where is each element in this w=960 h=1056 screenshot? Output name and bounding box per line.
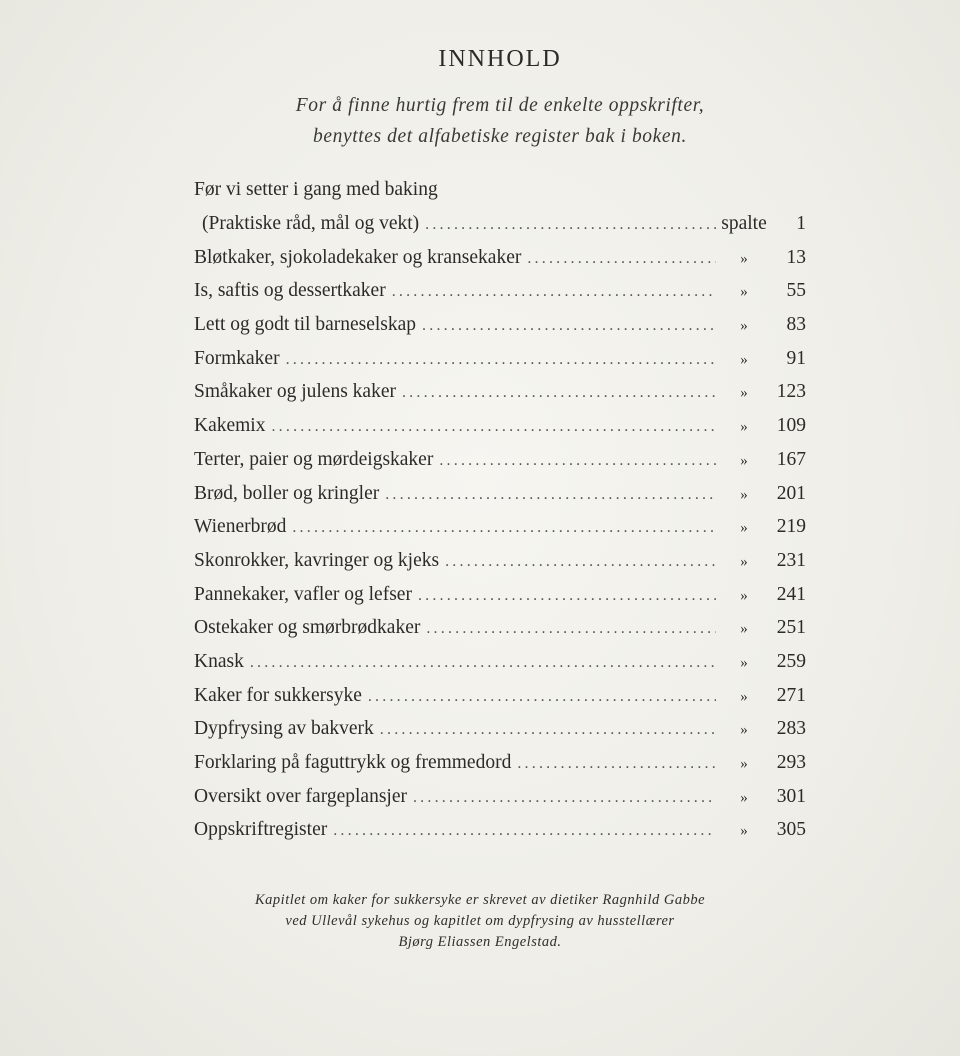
toc-entry [194, 544, 806, 578]
footnote-line: Bjørg Eliassen Engelstad. [398, 934, 562, 950]
table-of-contents [194, 173, 806, 847]
dot-leader [527, 242, 716, 276]
toc-entry-ref: » [740, 452, 748, 469]
toc-entry [194, 510, 806, 544]
dot-leader [425, 208, 716, 242]
toc-entry-label: (Praktiske råd, mål og vekt) [202, 213, 420, 234]
intro-text [0, 90, 960, 152]
toc-entry-page-number: 293 [776, 752, 806, 773]
toc-entry-ref: » [740, 722, 748, 739]
toc-heading: Før vi setter i gang med baking [194, 179, 438, 200]
toc-entry [194, 375, 806, 409]
toc-entry-ref: » [740, 553, 748, 570]
toc-entry-ref: » [740, 756, 748, 772]
toc-entry-page-number: 55 [786, 280, 806, 302]
toc-entry-page-number: 201 [776, 482, 806, 504]
toc-entry-label: Forklaring på faguttrykk og fremmedord [194, 752, 512, 773]
toc-entry-ref: » [740, 385, 748, 402]
toc-entry [194, 342, 806, 376]
toc-entry [194, 578, 806, 612]
toc-entry [194, 679, 806, 713]
page-title: INNHOLD [438, 46, 562, 72]
toc-entry-page-number: 1 [796, 213, 806, 234]
dot-leader [333, 814, 716, 848]
toc-entry-page-number: 301 [776, 785, 806, 807]
toc-entry [194, 645, 806, 679]
toc-entry-ref: » [740, 250, 748, 267]
dot-leader [517, 747, 716, 781]
toc-entry-label: Småkaker og julens kaker [194, 381, 396, 403]
toc-entry-label: Skonrokker, kavringer og kjeks [194, 549, 440, 571]
toc-entry-page-number: 167 [776, 448, 806, 470]
toc-entry [194, 611, 806, 645]
dot-leader [422, 309, 716, 343]
toc-entry-ref: » [740, 688, 748, 705]
footnote-line: ved Ullevål sykehus og kapitlet om dypfrysing av husstellærer [285, 913, 675, 929]
toc-entry-page-number: 271 [776, 684, 806, 706]
dot-leader [385, 478, 716, 512]
dot-leader [413, 781, 716, 815]
dot-leader [292, 511, 716, 545]
toc-entry-ref: spalte [721, 213, 767, 234]
dot-leader [439, 444, 716, 478]
dot-leader [368, 680, 716, 714]
toc-entry-label: Oppskriftregister [194, 819, 328, 841]
toc-entry-ref: » [740, 654, 748, 671]
dot-leader [286, 343, 716, 377]
dot-leader [445, 545, 716, 579]
toc-entry [194, 274, 806, 308]
toc-entry-ref: » [740, 419, 748, 436]
dot-leader [418, 579, 716, 613]
toc-entry-page-number: 251 [776, 617, 806, 639]
toc-entry-label: Pannekaker, vafler og lefser [194, 583, 412, 605]
toc-entry-page-number: 259 [776, 650, 806, 672]
toc-entry-ref: » [740, 621, 748, 638]
toc-entry-ref: » [740, 789, 748, 806]
dot-leader [426, 612, 716, 646]
dot-leader [271, 410, 716, 444]
dot-leader [392, 275, 716, 309]
toc-entry-label: Brød, boller og kringler [194, 482, 380, 504]
toc-entry [194, 409, 806, 443]
toc-entry [194, 813, 806, 847]
intro-line: For å finne hurtig frem til de enkelte oppskrifter, [295, 95, 705, 116]
toc-entry-label: Ostekaker og smørbrødkaker [194, 617, 421, 639]
toc-entry-label: Kaker for sukkersyke [194, 684, 362, 706]
dot-leader [380, 713, 716, 747]
toc-entry-page-number: 91 [786, 347, 806, 369]
toc-entry-label: Bløtkaker, sjokoladekaker og kransekaker [194, 246, 522, 268]
toc-entry-ref: » [740, 587, 748, 604]
toc-entry-ref: » [740, 284, 748, 301]
toc-entry-label: Knask [194, 650, 244, 672]
toc-entry [194, 780, 806, 814]
toc-entry [194, 477, 806, 511]
toc-entry-label: Dypfrysing av bakverk [194, 718, 374, 740]
toc-entry-label: Formkaker [194, 347, 280, 369]
toc-entry-ref: » [740, 823, 748, 840]
toc-entries [194, 207, 806, 847]
toc-entry [194, 712, 806, 746]
toc-entry-ref: » [740, 486, 748, 503]
toc-entry [194, 443, 806, 477]
toc-entry-page-number: 241 [776, 583, 806, 605]
toc-entry-ref: » [740, 520, 748, 537]
footnote-line: Kapitlet om kaker for sukkersyke er skrevet av dietiker Ragnhild Gabbe [255, 892, 705, 908]
toc-entry-page-number: 123 [776, 381, 806, 403]
dot-leader [402, 376, 716, 410]
footnote [0, 890, 960, 953]
toc-entry-label: Kakemix [194, 415, 266, 437]
toc-entry-label: Is, saftis og dessertkaker [194, 280, 386, 302]
toc-entry [194, 308, 806, 342]
toc-entry [194, 746, 806, 780]
toc-entry-label: Lett og godt til barneselskap [194, 314, 417, 336]
toc-entry [194, 207, 806, 241]
toc-entry-ref: » [740, 351, 748, 368]
toc-entry-label: Wienerbrød [194, 516, 287, 538]
toc-entry-page-number: 283 [776, 718, 806, 740]
toc-entry-label: Oversikt over fargeplansjer [194, 785, 407, 807]
toc-entry-page-number: 83 [786, 314, 806, 336]
toc-entry-page-number: 13 [786, 246, 806, 268]
toc-entry-page-number: 219 [776, 516, 806, 538]
intro-line: benyttes det alfabetiske register bak i boken. [313, 126, 687, 147]
toc-entry-label: Terter, paier og mørdeigskaker [194, 448, 434, 470]
toc-entry [194, 241, 806, 275]
toc-entry-page-number: 109 [776, 415, 806, 437]
toc-entry-page-number: 231 [776, 549, 806, 571]
toc-entry-page-number: 305 [776, 819, 806, 841]
dot-leader [250, 646, 716, 680]
toc-entry-ref: » [740, 318, 748, 335]
